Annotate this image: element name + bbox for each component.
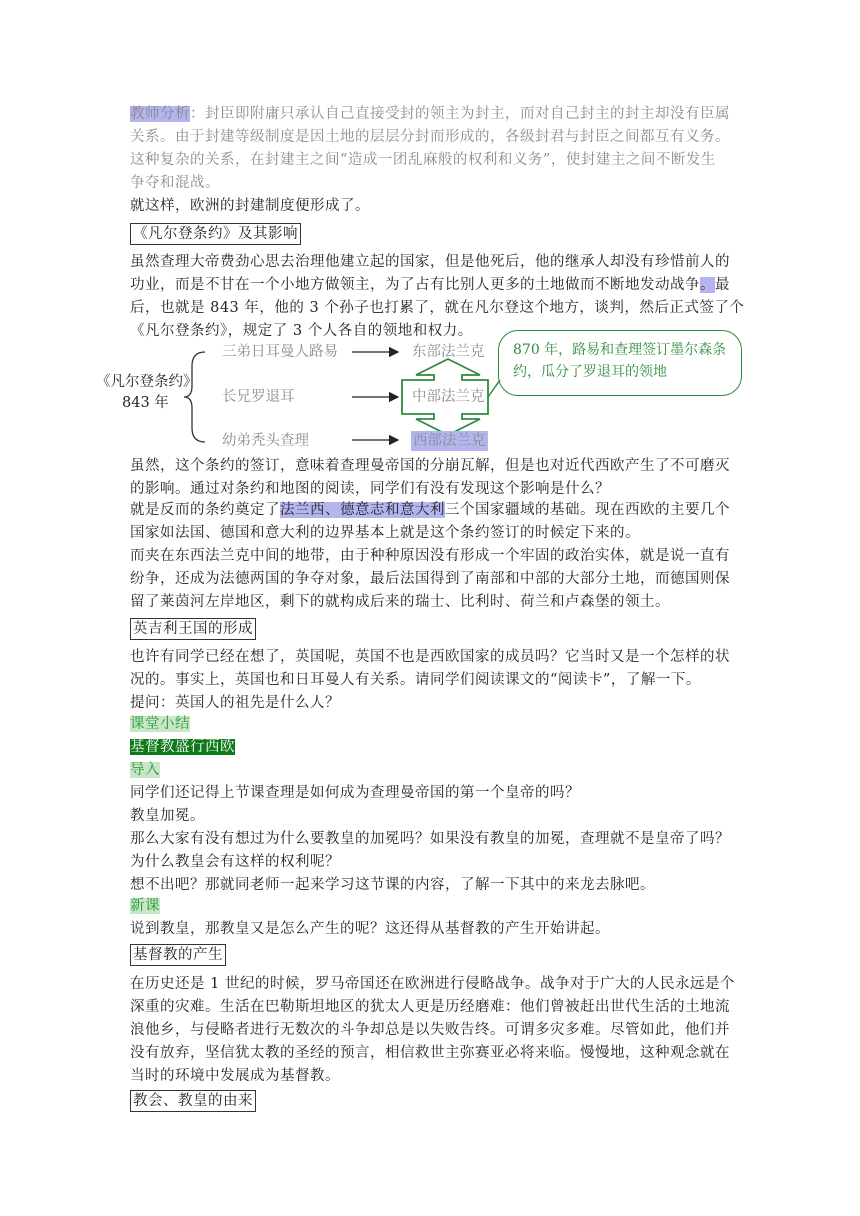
- verdun-line-4: 《凡尔登条约》，规定了 3 个人各自的领地和权力。: [130, 323, 473, 339]
- highlighted-countries: 法兰西、德意志和意大利: [280, 502, 445, 518]
- section-heading-england: 英吉利王国的形成: [130, 618, 256, 640]
- brace-icon: [184, 352, 205, 442]
- new-lesson-line-1: 说到教皇，那教皇又是怎么产生的呢？这还得从基督教的产生开始讲起。: [130, 921, 610, 937]
- section-heading-church-pope: 教会、教皇的由来: [130, 1090, 256, 1112]
- christianity-line-5: 当时的环境中发展成为基督教。: [130, 1068, 340, 1084]
- impact-line-3-end: 三个国家疆域的基础。现在西欧的主要几个: [445, 502, 730, 518]
- verdun-line-2-end: 最: [715, 277, 730, 293]
- intro-line-5: 想不出吧？那就同老师一起来学习这节课的内容，了解一下其中的来龙去脉吧。: [130, 877, 655, 893]
- intro-line-2: 教皇加冕。: [130, 808, 205, 824]
- impact-line-3: [130, 499, 730, 521]
- england-question: 提问：英国人的祖先是什么人？: [130, 695, 340, 711]
- new-lesson-label-row: [130, 895, 160, 917]
- class-summary-label: 课堂小结: [130, 716, 190, 732]
- impact-line-4: 国家如法国、德国和意大利的边界基本上就是这个条约签订的时候定下来的。: [130, 525, 640, 541]
- christianity-line-4: 没有放弃，坚信犹太教的圣经的预言，相信救世主弥赛亚必将来临。慢慢地，这种观念就在: [130, 1045, 730, 1061]
- person-charles: 幼弟秃头查理: [222, 433, 309, 449]
- intro-line-1: 同学们还记得上节课查理是如何成为查理曼帝国的第一个皇帝的吗？: [130, 785, 580, 801]
- new-lesson-label: 新课: [130, 898, 160, 914]
- christianity-line-3: 浪他乡，与侵略者进行无数次的斗争却总是以失败告终。可谓多灾多难。尽管如此，他们并: [130, 1022, 730, 1038]
- analysis-line-3: 这种复杂的关系，在封建主之间“造成一团乱麻般的权利和义务”，使封建主之间不断发生: [130, 152, 716, 168]
- treaty-year: 843 年: [122, 395, 169, 411]
- region-east: 东部法兰克: [412, 344, 485, 360]
- impact-line-6: 纷争，还成为法德两国的争夺对象，最后法国得到了南部和中部的大部分土地，而德国则保: [130, 571, 730, 587]
- christianity-line-1: 在历史还是 1 世纪的时候，罗马帝国还在欧洲进行侵略战争。战争对于广大的人民永远是个: [130, 976, 735, 992]
- impact-line-2: 的影响。通过对条约和地图的阅读，同学们有没有发现这个影响是什么？: [130, 481, 610, 497]
- impact-line-7: 留了莱茵河左岸地区，剩下的就构成后来的瑞士、比利时、荷兰和卢森堡的领土。: [130, 594, 670, 610]
- person-louis: 三弟日耳曼人路易: [222, 344, 338, 360]
- section-heading-christianity: 基督教的产生: [130, 944, 226, 966]
- teacher-analysis-label: 教师分析: [130, 106, 190, 122]
- treaty-name: 《凡尔登条约》: [96, 374, 198, 390]
- verdun-line-1: 虽然查理大帝费劲心思去治理他建立起的国家，但是他死后，他的继承人却没有珍惜前人的: [130, 254, 730, 270]
- analysis-line-4: 争夺和混战。: [130, 175, 220, 191]
- analysis-line-2: 关系。由于封建等级制度是因土地的层层分封而形成的，各级封君与封臣之间都互有义务。: [130, 129, 730, 145]
- section-heading-verdun: 《凡尔登条约》及其影响: [130, 223, 301, 245]
- intro-line-4: 为什么教皇会有这样的权利呢？: [130, 854, 340, 870]
- summary-label-row: [130, 713, 190, 735]
- verdun-line-2-text: 功业，而是不甘在一个小地方做领主，为了占有比别人更多的土地做而不断地发动战争: [130, 277, 700, 293]
- intro-label: 导入: [130, 762, 160, 778]
- england-line-2: 况的。事实上，英国也和日耳曼人有关系。请同学们阅读课文的“阅读卡”，了解一下。: [130, 672, 701, 688]
- impact-line-1: 虽然，这个条约的签订，意味着查理曼帝国的分崩瓦解，但是也对近代西欧产生了不可磨灭: [130, 458, 730, 474]
- region-middle: 中部法兰克: [412, 389, 485, 405]
- intro-label-row: [130, 759, 160, 781]
- analysis-text: ：封臣即附庸只承认自己直接受封的领主为封主，而对自己封主的封主却没有臣属: [190, 106, 730, 122]
- region-west: 西部法兰克: [413, 433, 486, 449]
- impact-line-5: 而夹在东西法兰克中间的地带，由于种种原因没有形成一个牢固的政治实体，就是说一直有: [130, 548, 730, 564]
- verdun-line-3: 后，也就是 843 年，他的 3 个孙子也打累了，就在凡尔登这个地方，谈判，然后正式签了个: [130, 300, 745, 316]
- england-line-1: 也许有同学已经在想了，英国呢，英国不也是西欧国家的成员吗？它当时又是一个怎样的状: [130, 649, 730, 665]
- lesson-title-row: [130, 736, 235, 758]
- person-lothair: 长兄罗退耳: [222, 389, 295, 405]
- highlighted-period: 。: [700, 277, 715, 293]
- feudal-conclusion: 就这样，欧洲的封建制度便形成了。: [130, 198, 370, 214]
- intro-line-3: 那么大家有没有想过为什么要教皇的加冕吗？如果没有教皇的加冕，查理就不是皇帝了吗？: [130, 831, 730, 847]
- christianity-line-2: 深重的灾难。生活在巴勒斯坦地区的犹太人更是历经磨难：他们曾被赶出世代生活的土地流: [130, 999, 730, 1015]
- lesson-title: 基督教盛行西欧: [130, 739, 235, 755]
- impact-line-3-start: 就是反而的条约奠定了: [130, 502, 280, 518]
- mersen-callout: 870 年，路易和查理签订墨尔森条约，瓜分了罗退耳的领地: [498, 330, 742, 396]
